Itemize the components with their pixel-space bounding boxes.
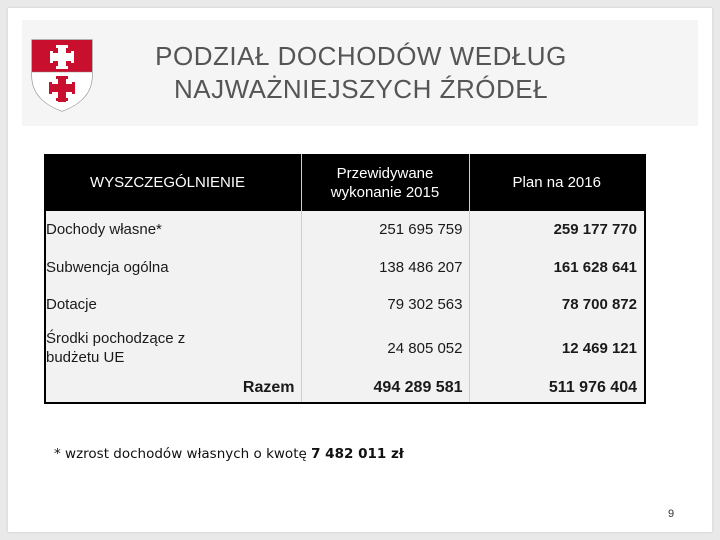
row-label: Dotacje — [45, 286, 301, 323]
title-line-2: NAJWAŻNIEJSZYCH ŹRÓDEŁ — [173, 74, 549, 104]
row-label: Dochody własne* — [45, 211, 301, 248]
value-2016: 12 469 121 — [469, 323, 645, 373]
table-row — [45, 248, 645, 286]
title-line-1: PODZIAŁ DOCHODÓW WEDŁUG — [155, 41, 567, 71]
value-2016: 161 628 641 — [469, 248, 645, 286]
footnote — [54, 446, 404, 462]
value-2015: 24 805 052 — [301, 323, 469, 373]
table-header-row — [45, 154, 645, 211]
total-2015: 494 289 581 — [301, 373, 469, 403]
row-label: Środki pochodzące z budżetu UE — [45, 323, 301, 373]
page-number: 9 — [668, 508, 675, 520]
total-label: Razem — [45, 373, 301, 403]
header-2015: Przewidywane wykonanie 2015 — [301, 154, 469, 211]
footnote-amount: 7 482 011 zł — [311, 446, 404, 462]
income-table — [44, 154, 646, 404]
total-2016: 511 976 404 — [469, 373, 645, 403]
slide-title — [118, 40, 604, 106]
value-2016: 78 700 872 — [469, 286, 645, 323]
value-2016: 259 177 770 — [469, 211, 645, 248]
header-2016: Plan na 2016 — [469, 154, 645, 211]
header-category: WYSZCZEGÓLNIENIE — [45, 154, 301, 211]
value-2015: 251 695 759 — [301, 211, 469, 248]
value-2015: 138 486 207 — [301, 248, 469, 286]
value-2015: 79 302 563 — [301, 286, 469, 323]
table-row — [45, 286, 645, 323]
total-row — [45, 373, 645, 403]
row-label: Subwencja ogólna — [45, 248, 301, 286]
table-row — [45, 211, 645, 248]
elblag-coat-of-arms-icon — [30, 38, 94, 112]
footnote-text: * wzrost dochodów własnych o kwotę — [54, 446, 312, 462]
table-row — [45, 323, 645, 373]
